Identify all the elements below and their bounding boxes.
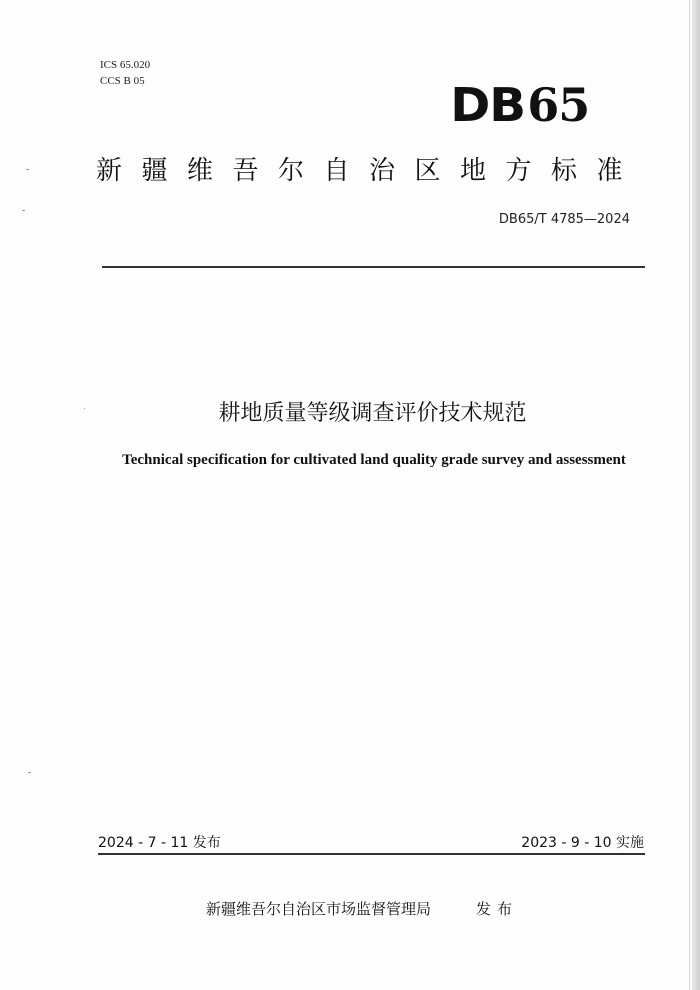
scan-edge-line	[689, 0, 690, 990]
issue-date: 2024 - 7 - 11 发布	[98, 835, 221, 851]
standard-number: DB65/T 4785—2024	[498, 212, 630, 227]
scan-edge	[692, 0, 700, 990]
logo-number: 65	[527, 78, 590, 132]
header-divider	[102, 266, 645, 268]
publisher-name: 新疆维吾尔自治区市场监督管理局	[206, 900, 432, 918]
scan-speck	[26, 169, 29, 170]
logo-letters: DB	[450, 78, 526, 132]
scan-speck	[28, 772, 31, 773]
publish-label: 发布	[476, 900, 519, 918]
db65-logo	[450, 78, 590, 132]
ics-code: ICS 65.020	[100, 59, 151, 71]
scan-speck	[22, 210, 25, 211]
implementation-date: 2023 - 9 - 10 实施	[521, 835, 644, 851]
standard-category-title: 新疆维吾尔自治区地方标准	[96, 156, 643, 186]
document-title-chinese: 耕地质量等级调查评价技术规范	[218, 401, 527, 426]
footer-divider	[98, 853, 645, 855]
ccs-code: CCS B 05	[100, 75, 145, 87]
document-title-english: Technical specification for cultivated land quality grade survey and assessment	[122, 452, 626, 468]
